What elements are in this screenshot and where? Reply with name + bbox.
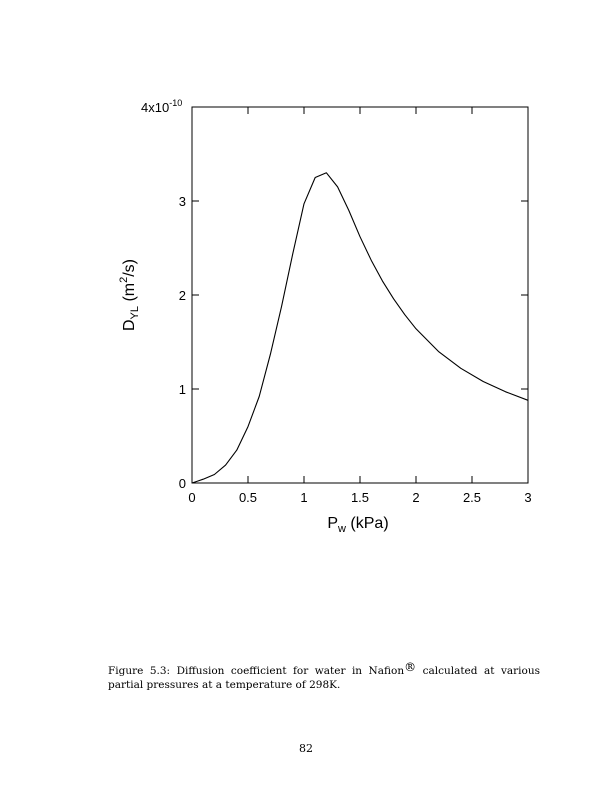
ticks-layer bbox=[192, 107, 528, 483]
tick-labels bbox=[179, 194, 532, 505]
caption-prefix: Figure 5.3: Diffusion coefficient for water in Nafion bbox=[108, 665, 405, 677]
x-tick-label: 0 bbox=[188, 490, 196, 505]
page-number: 82 bbox=[299, 742, 313, 755]
registered-mark: ® bbox=[404, 660, 417, 674]
y-tick-label: 3 bbox=[178, 194, 186, 209]
x-tick-label: 1 bbox=[300, 490, 308, 505]
series-line bbox=[192, 173, 528, 483]
plot-area bbox=[192, 107, 528, 483]
x-tick-label: 1.5 bbox=[350, 490, 370, 505]
y-tick-label: 1 bbox=[178, 382, 186, 397]
y-scale-label: $4x10^{-10}$ bbox=[141, 98, 183, 115]
x-tick-label: 2 bbox=[412, 490, 420, 505]
x-axis-label: $P_w$ (kPa) bbox=[327, 515, 389, 535]
plot-frame bbox=[192, 107, 528, 483]
x-tick-label: 2.5 bbox=[462, 490, 482, 505]
y-tick-label: 0 bbox=[178, 476, 186, 491]
caption-suffix: calculated at various partial pressures at a temperature of 298K. bbox=[108, 665, 540, 691]
x-tick-label: 3 bbox=[524, 490, 532, 505]
figure-caption bbox=[108, 660, 540, 692]
y-axis-label: $D_{YL}$ $(m^2/s)$ bbox=[118, 258, 141, 332]
y-tick-label: 2 bbox=[178, 288, 186, 303]
x-tick-label: 0.5 bbox=[238, 490, 258, 505]
